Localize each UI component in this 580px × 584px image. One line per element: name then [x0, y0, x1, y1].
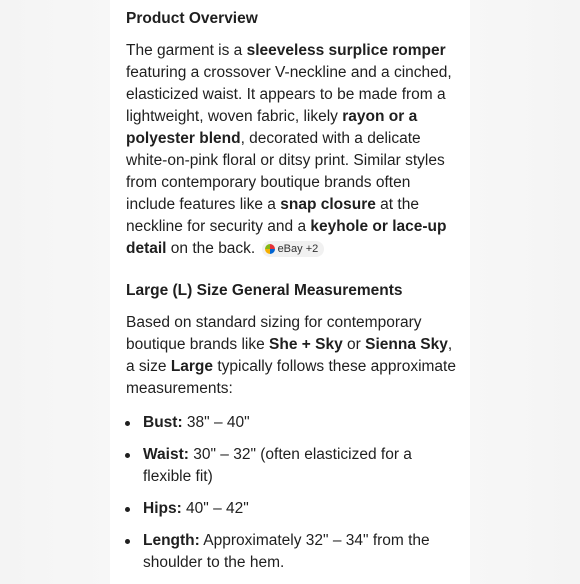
- measurement-label: Length:: [143, 532, 200, 549]
- source-chip[interactable]: [262, 241, 325, 257]
- sizing-text-3: , a size: [126, 336, 453, 375]
- list-item: [126, 530, 446, 574]
- sizing-heading: Large (L) Size General Measurements: [126, 282, 403, 299]
- overview-text-4: at the neckline for security and a: [126, 196, 419, 235]
- sizing-paragraph: [126, 312, 461, 400]
- sizing-bold-1: She + Sky: [269, 336, 343, 353]
- measurement-value: 38" – 40": [182, 414, 250, 431]
- overview-text-3: , decorated with a delicate white-on-pink floral or ditsy print. Similar styles from contemporary boutique brands often include features like a: [126, 130, 445, 213]
- overview-text-5: on the back.: [166, 240, 256, 257]
- sizing-text-1: Based on standard sizing for contemporary boutique brands like: [126, 314, 422, 353]
- list-item: [126, 498, 446, 520]
- overview-bold-3: snap closure: [280, 196, 376, 213]
- sizing-text-2: or: [342, 336, 366, 353]
- measurement-value: 40" – 42": [181, 500, 249, 517]
- measurement-label: Bust:: [143, 414, 183, 431]
- measurement-label: Waist:: [143, 446, 189, 463]
- list-item: [126, 444, 446, 488]
- ebay-icon: [265, 244, 275, 254]
- measurement-list: [126, 412, 446, 584]
- sizing-bold-3: Large: [170, 358, 214, 375]
- measurement-label: Hips:: [143, 500, 182, 517]
- overview-bold-1: sleeveless surplice romper: [246, 42, 446, 59]
- overview-bold-2: rayon or a polyester blend: [126, 108, 418, 147]
- overview-text-2: featuring a crossover V-neckline and a cinched, elasticized waist. It appears to be made from a lightweight, woven fabric, likely: [126, 64, 452, 125]
- overview-text-1: The garment is a: [126, 42, 247, 59]
- product-overview-paragraph: [126, 40, 461, 260]
- list-item: [126, 412, 446, 434]
- sizing-bold-2: Sienna Sky: [365, 336, 448, 353]
- overview-bold-4: keyhole or lace-up detail: [126, 218, 447, 257]
- measurement-value: Approximately 32" – 34" from the shoulder to the hem.: [143, 532, 430, 571]
- source-chip-label: eBay +2: [277, 242, 319, 255]
- measurement-value: 30" – 32" (often elasticized for a flexible fit): [143, 446, 412, 485]
- product-overview-heading: Product Overview: [126, 10, 258, 27]
- sizing-text-4: typically follows these approximate measurements:: [126, 358, 456, 397]
